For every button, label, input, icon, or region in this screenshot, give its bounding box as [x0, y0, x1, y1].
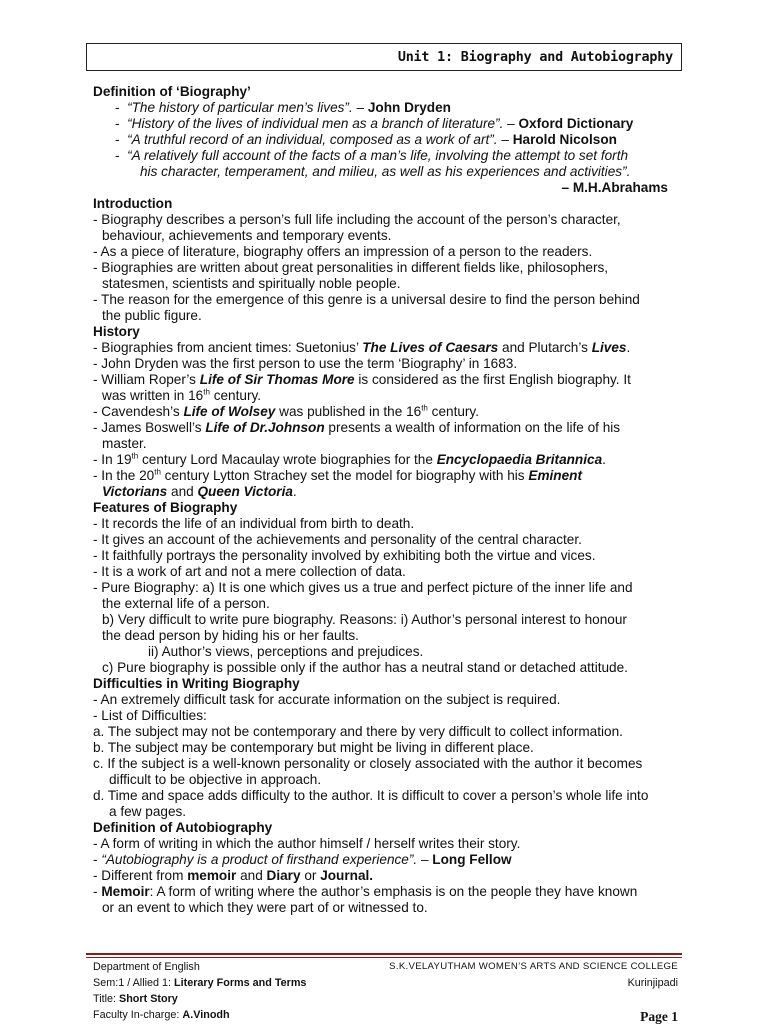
quote-oxford: - “History of the lives of individual men as a branch of literature”. – Oxford Dictionary	[115, 116, 634, 131]
feature-line: the dead person by hiding his or her faults.	[102, 628, 359, 643]
feature-line: c) Pure biography is possible only if the author has a neutral stand or detached attitude.	[102, 660, 628, 675]
intro-line: behaviour, achievements and temporary events.	[102, 228, 392, 243]
feature-line: - It gives an account of the achievements and personality of the central character.	[93, 532, 582, 547]
footer-place: Kurinjipadi	[627, 977, 678, 989]
history-line: - John Dryden was the first person to use the term ‘Biography’ in 1683.	[93, 356, 518, 371]
feature-line: - It is a work of art and not a mere collection of data.	[93, 564, 406, 579]
intro-line: - Biographies are written about great personalities in different fields like, philosophers,	[93, 260, 609, 275]
footer-department: Department of English	[93, 961, 200, 973]
feature-line: b) Very difficult to write pure biography. Reasons: i) Author’s personal interest to honour	[102, 612, 627, 627]
footer-title: Title: Short Story	[93, 993, 178, 1005]
section-heading-history: History	[93, 324, 140, 339]
page-content	[93, 84, 668, 916]
quote-abrahams-author: – M.H.Abrahams	[561, 180, 668, 195]
history-line: - In 19th century Lord Macaulay wrote biographies for the Encyclopaedia Britannica.	[93, 451, 606, 467]
unit-title: Unit 1: Biography and Autobiography	[397, 50, 673, 65]
page-number: Page 1	[640, 1009, 678, 1024]
feature-line: - It records the life of an individual from birth to death.	[93, 516, 415, 531]
section-heading-features: Features of Biography	[93, 500, 238, 515]
history-line: master.	[102, 436, 147, 451]
section-heading-introduction: Introduction	[93, 196, 173, 211]
quote-abrahams: - “A relatively full account of the facts of a man’s life, involving the attempt to set forth	[115, 148, 629, 163]
autobiography-line: - A form of writing in which the author himself / herself writes their story.	[93, 836, 521, 851]
difficulty-line: - An extremely difficult task for accurate information on the subject is required.	[93, 692, 561, 707]
history-line: was written in 16th century.	[102, 387, 262, 403]
footer-semester: Sem:1 / Allied 1: Literary Forms and Terms	[93, 977, 307, 989]
difficulty-line: b. The subject may be contemporary but might be living in different place.	[93, 740, 534, 755]
feature-line: - It faithfully portrays the personality involved by exhibiting both the virtue and vices.	[93, 548, 596, 563]
difficulty-line: a. The subject may not be contemporary and there by very difficult to collect information.	[93, 724, 623, 739]
quote-nicolson: - “A truthful record of an individual, composed as a work of art”. – Harold Nicolson	[115, 132, 617, 147]
autobiography-line: - Memoir: A form of writing where the author’s emphasis is on the people they have known	[93, 884, 638, 899]
unit-header-box	[86, 43, 682, 71]
intro-line: - Biography describes a person’s full life including the account of the person’s character,	[93, 212, 621, 227]
footer-rule-thick	[86, 953, 682, 955]
difficulty-line: - List of Difficulties:	[93, 708, 207, 723]
intro-line: statesmen, scientists and spiritually noble people.	[102, 276, 401, 291]
intro-line: - As a piece of literature, biography offers an impression of a person to the readers.	[93, 244, 593, 259]
section-heading-autobiography: Definition of Autobiography	[93, 820, 273, 835]
footer-college: S.K.VELAYUTHAM WOMEN’S ARTS AND SCIENCE COLLEGE	[389, 961, 678, 972]
difficulty-line: a few pages.	[109, 804, 187, 819]
history-line: - Biographies from ancient times: Suetonius’ The Lives of Caesars and Plutarch’s Lives.	[93, 340, 631, 355]
difficulty-line: d. Time and space adds difficulty to the author. It is difficult to cover a person’s whole life into	[93, 788, 649, 803]
quote-dryden: - “The history of particular men’s lives”. – John Dryden	[115, 100, 451, 115]
quote-abrahams-cont: his character, temperament, and milieu, as well as his experiences and activities”.	[140, 164, 631, 179]
page-footer	[93, 961, 678, 1025]
footer-rule-thin	[86, 957, 682, 958]
history-line: - Cavendesh’s Life of Wolsey was published in the 16th century.	[93, 403, 479, 419]
section-heading-biography-definition: Definition of ‘Biography’	[93, 84, 251, 99]
autobiography-line: or an event to which they were part of or witnessed to.	[102, 900, 428, 915]
history-line: - William Roper’s Life of Sir Thomas More is considered as the first English biography. It	[93, 372, 631, 387]
history-line: - James Boswell’s Life of Dr.Johnson presents a wealth of information on the life of his	[93, 420, 621, 435]
footer-faculty: Faculty In-charge: A.Vinodh	[93, 1009, 230, 1021]
autobiography-line: - “Autobiography is a product of firsthand experience”. – Long Fellow	[93, 852, 512, 867]
feature-line: the external life of a person.	[102, 596, 270, 611]
difficulty-line: c. If the subject is a well-known personality or closely associated with the author it becomes	[93, 756, 643, 771]
difficulty-line: difficult to be objective in approach.	[109, 772, 322, 787]
feature-line: - Pure Biography: a) It is one which gives us a true and perfect picture of the inner life and	[93, 580, 633, 595]
history-line: - In the 20th century Lytton Strachey set the model for biography with his Eminent	[93, 467, 582, 483]
section-heading-difficulties: Difficulties in Writing Biography	[93, 676, 300, 691]
intro-line: the public figure.	[102, 308, 202, 323]
intro-line: - The reason for the emergence of this genre is a universal desire to find the person behind	[93, 292, 640, 307]
history-line: Victorians and Queen Victoria.	[102, 484, 297, 499]
autobiography-line: - Different from memoir and Diary or Journal.	[93, 868, 374, 883]
feature-line: ii) Author’s views, perceptions and prejudices.	[148, 644, 424, 659]
